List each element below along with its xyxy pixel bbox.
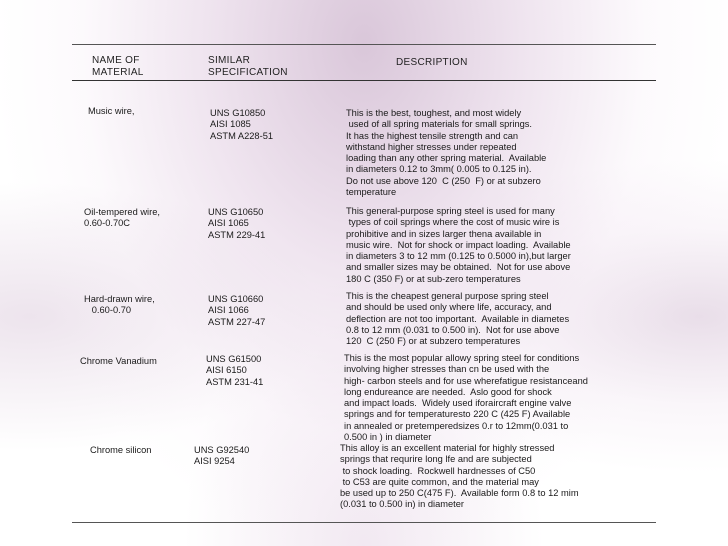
row-chrome-silicon-desc: This alloy is an excellent material for highly stressed springs that requrire long lfe and are subjected to shock loading. Rockwell hardnesses of C50 to C53 are quite common, and the material may be used up to 250 C(475 F). Available form 0.8 to 12 mim (0.031 to 0.500 in) in diameter (340, 443, 579, 510)
header-similar-specification: SIMILAR SPECIFICATION (208, 55, 288, 78)
table-top-rule (72, 44, 656, 45)
row-hard-drawn-name: Hard-drawn wire, 0.60-0.70 (84, 294, 155, 316)
row-chrome-vanadium-desc: This is the most popular allowy spring steel for conditions involving higher stresses than cn be used with the high- carbon steels and for use wherefatigue resistanceand long endureance are needed. Aslo good for shock and impact loads. Widely used iforaircraft engine valve springs and for temperaturesto 220 C (425 F) Available in annealed or pretemperedsizes 0.r to 12mm(0.031 to 0.500 in ) in diameter (344, 353, 588, 443)
row-hard-drawn-desc: This is the cheapest general purpose spring steel and should be used only where life, accuracy, and deflection are not too important. Available in diametes 0.8 to 12 mm (0.031 to 0.500 in). Not for use above 120 C (250 F) or at subzero temperatures (346, 291, 570, 347)
table-bottom-rule (72, 522, 656, 523)
row-oil-tempered-name: Oil-tempered wire, 0.60-0.70C (84, 207, 160, 229)
row-chrome-vanadium-name: Chrome Vanadium (80, 356, 157, 366)
row-music-wire-spec: UNS G10850 AISI 1085 ASTM A228-51 (210, 108, 274, 141)
row-oil-tempered-desc: This general-purpose spring steel is used for many types of coil springs where the cost of music wire is prohibitive and in sizes larger thena available in music wire. Not for shock or impact loading. Available in diameters 3 to 12 mm (0.125 to 0.5000 in),but larger and smaller sizes may be obtained. Not for use above 180 C (350 F) or at sub-zero temperatures (346, 206, 571, 284)
row-chrome-silicon-spec: UNS G92540 AISI 9254 (194, 445, 250, 467)
header-material-name: NAME OF MATERIAL (92, 55, 144, 78)
row-music-wire-name: Music wire, (88, 106, 135, 116)
header-description: DESCRIPTION (396, 57, 468, 68)
row-music-wire-desc: This is the best, toughest, and most widely used of all spring materials for small springs. It has the highest tensile strength and can withstand higher stresses under repeated loading than any other spring material. Available in diameters 0.12 to 3mm( 0.005 to 0.125 in). Do not use above 120 C (250 F) or at subzero temperature (346, 108, 547, 198)
row-oil-tempered-spec: UNS G10650 AISI 1065 ASTM 229-41 (208, 207, 266, 240)
row-hard-drawn-spec: UNS G10660 AISI 1066 ASTM 227-47 (208, 294, 266, 327)
header-divider-rule (72, 80, 656, 81)
row-chrome-vanadium-spec: UNS G61500 AISI 6150 ASTM 231-41 (206, 354, 264, 387)
row-chrome-silicon-name: Chrome silicon (90, 445, 152, 455)
